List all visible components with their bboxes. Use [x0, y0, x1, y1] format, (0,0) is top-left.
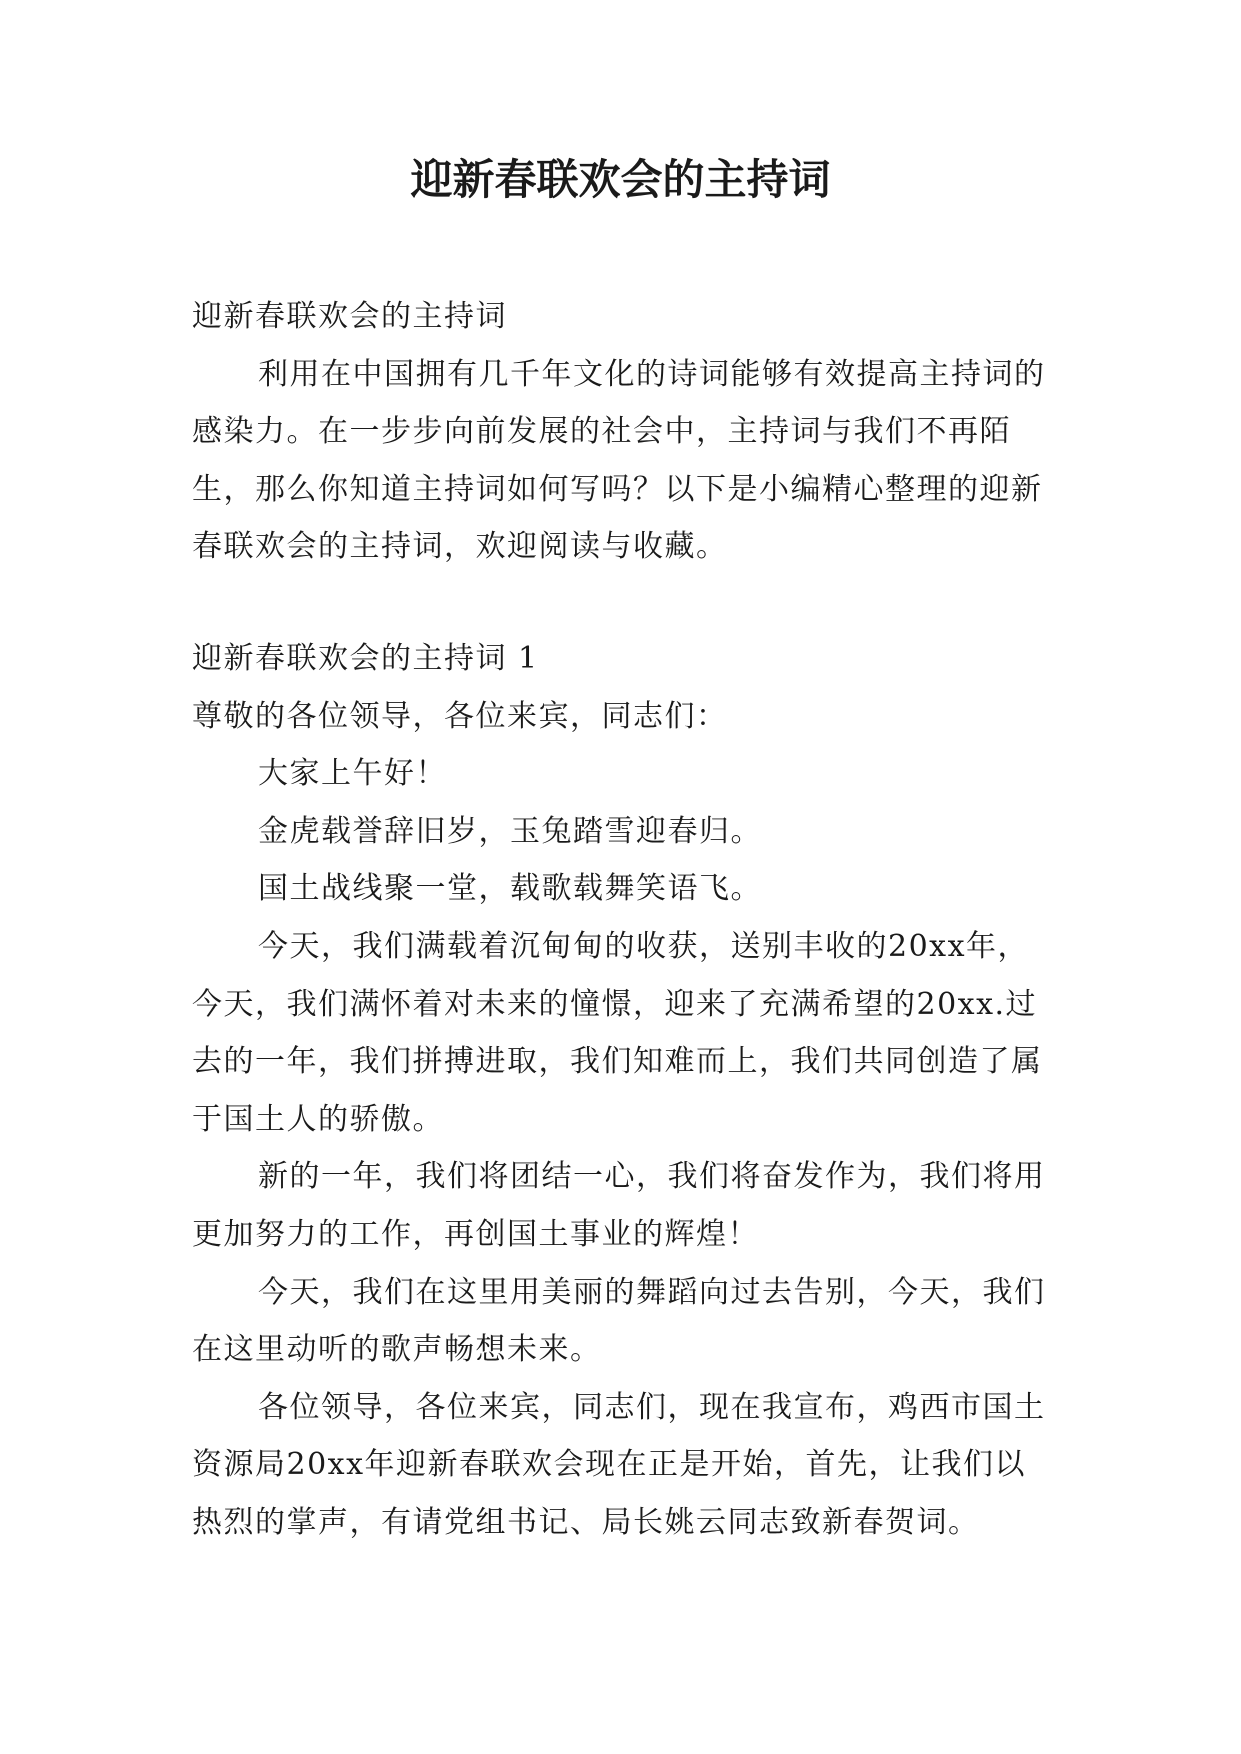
document-body — [192, 288, 1057, 1551]
speech-paragraph: 今天，我们在这里用美丽的舞蹈向过去告别，今天，我们在这里动听的歌声畅想未来。 — [192, 1274, 1046, 1368]
salutation: 尊敬的各位领导，各位来宾，同志们： — [192, 698, 728, 734]
document-title: 迎新春联欢会的主持词 — [410, 155, 831, 204]
speech-paragraph: 各位领导，各位来宾，同志们，现在我宣布，鸡西市国土资源局20xx年迎新春联欢会现在正是开始，首先，让我们以热烈的掌声，有请党组书记、局长姚云同志致新春贺词。 — [192, 1389, 1046, 1540]
section-heading: 迎新春联欢会的主持词 1 — [192, 640, 539, 676]
speech-paragraph: 金虎载誉辞旧岁，玉兔踏雪迎春归。 — [258, 813, 762, 849]
intro-paragraph: 利用在中国拥有几千年文化的诗词能够有效提高主持词的感染力。在一步步向前发展的社会中，主持词与我们不再陌生，那么你知道主持词如何写吗？以下是小编精心整理的迎新春联欢会的主持词，欢迎阅读与收藏。 — [192, 356, 1046, 565]
speech-paragraph: 今天，我们满载着沉甸甸的收获，送别丰收的20xx年，今天，我们满怀着对未来的憧憬，迎来了充满希望的20xx.过去的一年，我们拼搏进取，我们知难而上，我们共同创造了属于国土人的骄傲。 — [192, 928, 1043, 1137]
speech-paragraph: 大家上午好！ — [258, 756, 447, 792]
speech-paragraph: 新的一年，我们将团结一心，我们将奋发作为，我们将用更加努力的工作，再创国土事业的辉煌！ — [192, 1159, 1046, 1252]
document-subtitle: 迎新春联欢会的主持词 — [192, 299, 507, 334]
speech-paragraph: 国土战线聚一堂，载歌载舞笑语飞。 — [258, 871, 762, 907]
